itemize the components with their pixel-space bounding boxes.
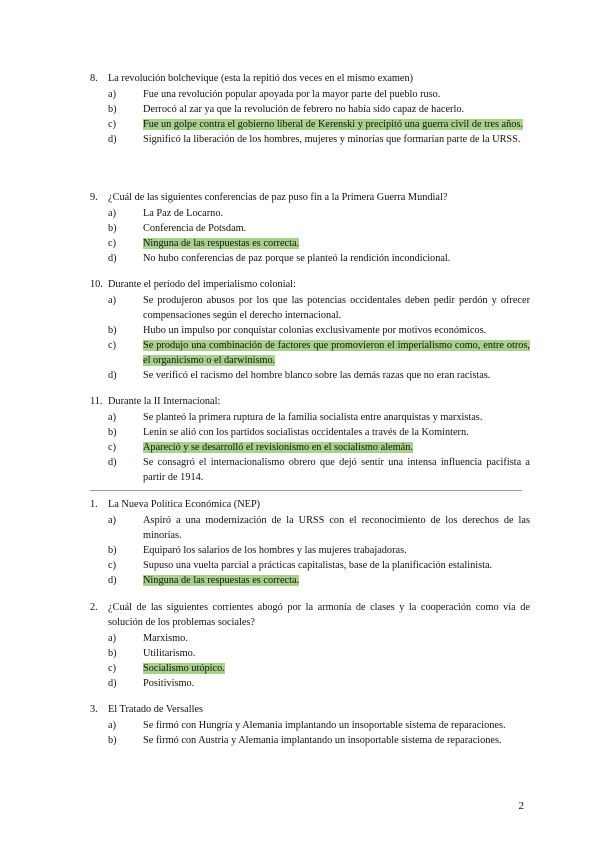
option-d: d) Se verificó el racismo del hombre blanco sobre las demás razas que no eran racistas. bbox=[108, 370, 491, 381]
option-c: c) Supuso una vuelta parcial a prácticas capitalistas, base de la planificación estalinista. bbox=[108, 560, 493, 571]
option-d: d) Se consagró el internacionalismo obrero que dejó sentir una intensa influencia pacifista a partir de 1914. bbox=[108, 457, 530, 483]
option-c-correct: c) Se produjo una combinación de factores que promovieron el imperialismo como, entre otros, el organicismo o el darwinismo. bbox=[108, 340, 530, 366]
option-b: b) Se firmó con Austria y Alemania implantando un insoportable sistema de reparaciones. bbox=[108, 735, 502, 746]
option-b: b) Hubo un impulso por conquistar colonias exclusivamente por motivos económicos. bbox=[108, 325, 487, 336]
question-text: 10. Durante el período del imperialismo colonial: bbox=[90, 279, 296, 290]
option-a: a) Fue una revolución popular apoyada por la mayor parte del pueblo ruso. bbox=[108, 89, 441, 100]
option-b: b) Derrocó al zar ya que la revolución de febrero no había sido capaz de hacerlo. bbox=[108, 104, 465, 115]
question-9 bbox=[90, 190, 530, 266]
question-text: 11. Durante la II Internacional: bbox=[90, 396, 221, 407]
option-c-correct: c) Ninguna de las respuestas es correcta. bbox=[108, 238, 300, 249]
option-c-correct: c) Apareció y se desarrolló el revisionismo en el socialismo alemán. bbox=[108, 442, 413, 453]
question-2 bbox=[90, 600, 530, 691]
question-10 bbox=[90, 277, 530, 383]
section-divider bbox=[90, 490, 522, 491]
question-11 bbox=[90, 394, 530, 485]
option-a: a) La Paz de Locarno. bbox=[108, 208, 224, 219]
option-d: d) No hubo conferencias de paz porque se planteó la rendición incondicional. bbox=[108, 253, 451, 264]
question-3 bbox=[90, 702, 530, 748]
option-a: a) Aspiró a una modernización de la URSS con el reconocimiento de los derechos de las minorías. bbox=[108, 515, 530, 541]
option-b: b) Utilitarismo. bbox=[108, 648, 196, 659]
option-b: b) Lenin se alió con los partidos socialistas occidentales a través de la Komintern. bbox=[108, 427, 469, 438]
option-a: a) Se firmó con Hungría y Alemania implantando un insoportable sistema de reparaciones. bbox=[108, 720, 506, 731]
option-c-correct: c) Fue un golpe contra el gobierno liberal de Kerenski y precipitó una guerra civil de tres años. bbox=[108, 119, 523, 130]
question-text: 9. ¿Cuál de las siguientes conferencias de paz puso fin a la Primera Guerra Mundial? bbox=[90, 192, 448, 203]
question-text: 8. La revolución bolchevique (esta la repitió dos veces en el mismo examen) bbox=[90, 73, 414, 84]
question-text: 3. El Tratado de Versalles bbox=[90, 704, 204, 715]
question-text: 1. La Nueva Política Económica (NEP) bbox=[90, 499, 261, 510]
question-8 bbox=[90, 71, 530, 147]
option-a: a) Marxismo. bbox=[108, 633, 188, 644]
question-text: 2. ¿Cuál de las siguientes corrientes abogó por la armonía de clases y la cooperación como vía de solución de los problemas sociales? bbox=[90, 602, 530, 628]
option-d: d) Positivismo. bbox=[108, 678, 195, 689]
option-a: a) Se planteó la primera ruptura de la familia socialista entre anarquistas y marxistas. bbox=[108, 412, 483, 423]
option-c-correct: c) Socialismo utópico. bbox=[108, 663, 225, 674]
option-b: b) Equiparó los salarios de los hombres y las mujeres trabajadoras. bbox=[108, 545, 407, 556]
question-1 bbox=[90, 497, 530, 588]
page-number: 2 bbox=[518, 800, 524, 812]
option-d-correct: d) Ninguna de las respuestas es correcta. bbox=[108, 575, 300, 586]
option-a: a) Se produjeron abusos por los que las potencias occidentales deben pedir perdón y ofrecer compensaciones según el derecho internacional. bbox=[108, 295, 530, 321]
option-d: d) Significó la liberación de los hombres, mujeres y minorías que formarían parte de la URSS. bbox=[108, 134, 521, 145]
option-b: b) Conferencia de Potsdam. bbox=[108, 223, 247, 234]
